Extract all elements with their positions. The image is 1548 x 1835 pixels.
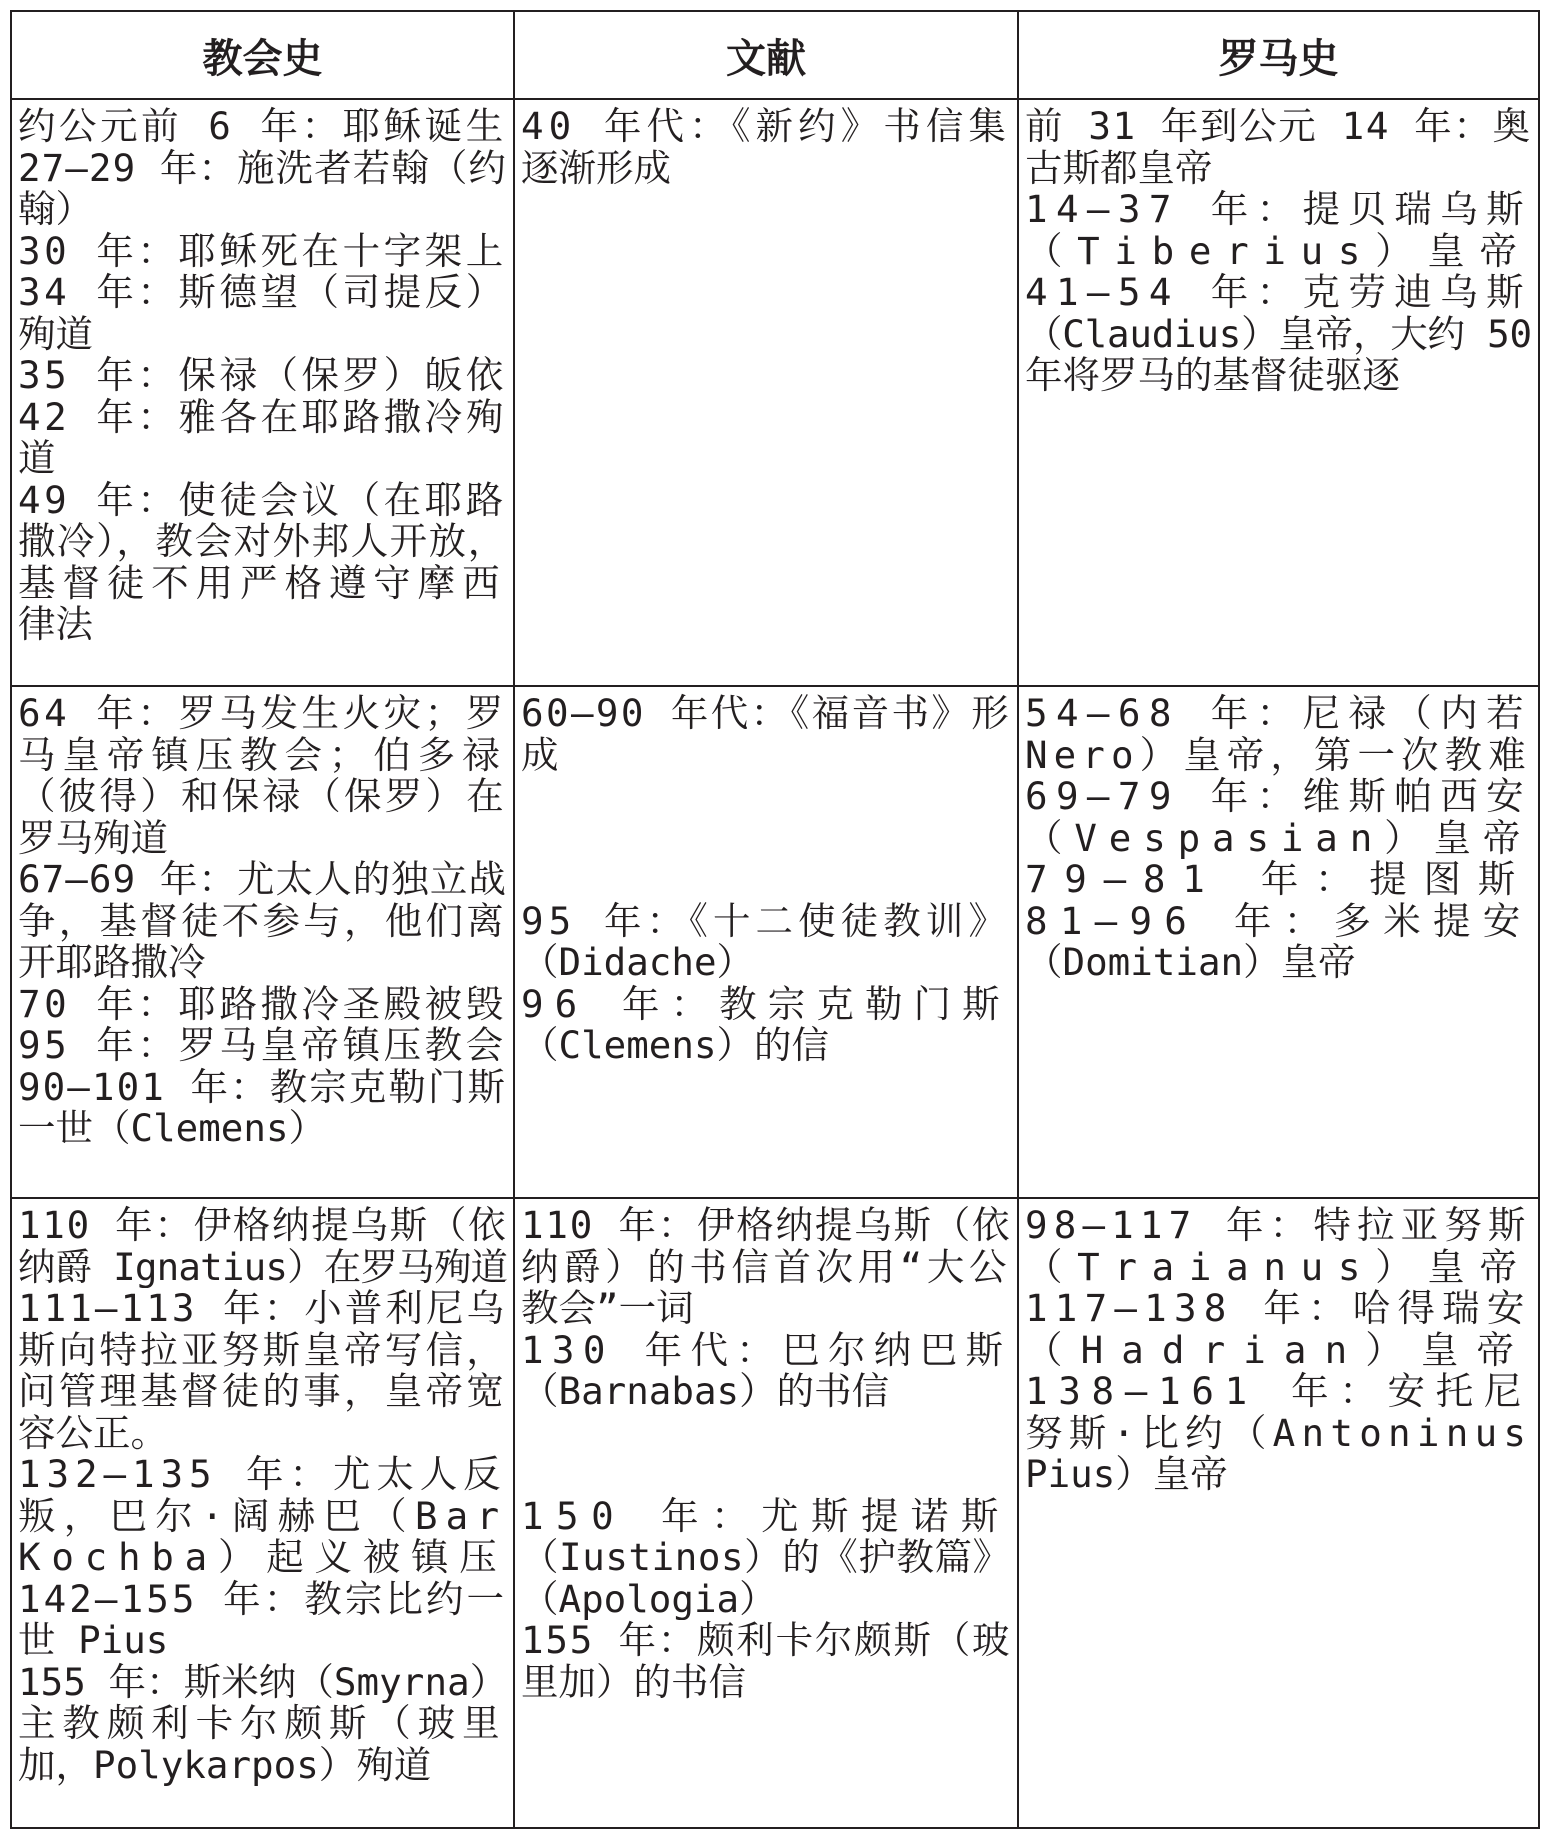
entry-line: （Hadrian）皇帝	[1025, 1329, 1533, 1371]
table-row	[11, 99, 1539, 686]
entry-line: （Apologia）	[521, 1578, 777, 1620]
entry-line: 130 年代：巴尔纳巴斯	[521, 1329, 1012, 1371]
header-roman-history: 罗马史	[1018, 11, 1539, 99]
entry-line: 110 年：伊格纳提乌斯（依	[18, 1205, 508, 1247]
entry-line: 基督徒不用严格遵守摩西	[18, 562, 507, 604]
entry-line: （Barnabas）的书信	[521, 1371, 890, 1413]
entry-line: 67–69 年：尤太人的独立战	[18, 859, 507, 901]
entry-line: 117–138 年：哈得瑞安	[1025, 1288, 1532, 1330]
entry-line: Pius）皇帝	[1025, 1454, 1228, 1496]
church-history-cell	[11, 99, 514, 686]
entry-line	[521, 1413, 1012, 1455]
entry-line: 斯向特拉亚努斯皇帝写信，	[18, 1329, 507, 1371]
entry-line: （Vespasian）皇帝	[1025, 817, 1533, 859]
entry-line: 150 年：尤斯提诺斯	[521, 1495, 1011, 1537]
entry-line	[521, 818, 1012, 860]
header-row	[11, 11, 1539, 99]
entry-line: 翰）	[18, 189, 93, 231]
entry-line: （Tiberius）皇帝	[1025, 230, 1532, 272]
entry-line: 古斯都皇帝	[1025, 147, 1213, 189]
entry-line: 41–54 年：克劳迪乌斯	[1025, 272, 1532, 314]
entry-line: 54–68 年：尼禄（内若	[1025, 693, 1532, 735]
entry-line: 马皇帝镇压教会；伯多禄	[18, 734, 507, 776]
entry-line: 罗马殉道	[18, 817, 168, 859]
entry-line: 主教颇利卡尔颇斯（玻里	[18, 1703, 507, 1745]
entry-line: 14–37 年：提贝瑞乌斯	[1025, 189, 1532, 231]
entry-line: 69–79 年：维斯帕西安	[1025, 776, 1532, 818]
entry-line: 81–96 年：多米提安	[1025, 900, 1533, 942]
literature-cell	[514, 1198, 1018, 1828]
entry-line: 98–117 年：特拉亚努斯	[1025, 1205, 1532, 1247]
entry-line: 容公正。	[18, 1412, 168, 1454]
entry-line: 争，基督徒不参与，他们离	[18, 900, 507, 942]
entry-line: 道	[18, 438, 56, 480]
entry-line: 30 年：耶稣死在十字架上	[18, 230, 507, 272]
entry-line: 64 年：罗马发生火灾；罗	[18, 693, 507, 735]
entry-line: 叛，巴尔·阔赫巴（Bar	[18, 1495, 508, 1537]
entry-line: Kochba）起义被镇压	[18, 1537, 508, 1579]
entry-line	[521, 776, 1012, 818]
entry-line: 96 年：教宗克勒门斯	[521, 983, 1011, 1025]
chronology-table	[10, 10, 1540, 1829]
entry-line: （Claudius）皇帝，大约 50	[1025, 313, 1532, 355]
entry-line: 纳爵 Ignatius）在罗马殉道	[18, 1246, 508, 1288]
entry-line: 开耶路撒冷	[18, 942, 206, 984]
table-row	[11, 686, 1539, 1198]
entry-line: （Clemens）的信	[521, 1025, 830, 1067]
entry-line: 142–155 年：教宗比约一	[18, 1578, 508, 1620]
entry-line: 加，Polykarpos）殉道	[18, 1744, 432, 1786]
entry-line: 教会”一词	[521, 1288, 694, 1330]
entry-line: 111–113 年：小普利尼乌	[18, 1288, 508, 1330]
entry-line: 一世（Clemens）	[18, 1108, 327, 1150]
entry-line: 79–81 年：提图斯	[1025, 859, 1532, 901]
roman-history-cell	[1018, 1198, 1539, 1828]
entry-line: 138–161 年：安托尼	[1025, 1371, 1533, 1413]
entry-line: 律法	[18, 604, 93, 646]
roman-history-cell	[1018, 99, 1539, 686]
table-row	[11, 1198, 1539, 1828]
entry-line: 世 Pius	[18, 1620, 169, 1662]
entry-line: 155 年：颇利卡尔颇斯（玻	[521, 1620, 1012, 1662]
entry-line: （Didache）	[521, 942, 755, 984]
entry-line: 约公元前 6 年：耶稣诞生	[18, 106, 507, 148]
entry-line: 纳爵）的书信首次用“大公	[521, 1246, 1012, 1288]
entry-line: 95 年：罗马皇帝镇压教会	[18, 1025, 507, 1067]
entry-line: 努斯·比约（Antoninus	[1025, 1412, 1533, 1454]
entry-line: 殉道	[18, 313, 93, 355]
entry-line: Nero）皇帝，第一次教难	[1025, 734, 1532, 776]
entry-line: 95 年：《十二使徒教训》	[521, 900, 1011, 942]
church-history-cell	[11, 1198, 514, 1828]
entry-line: 前 31 年到公元 14 年：奥	[1025, 106, 1532, 148]
entry-line: 35 年：保禄（保罗）皈依	[18, 355, 507, 397]
entry-line: 155 年：斯米纳（Smyrna）	[18, 1661, 508, 1703]
header-church-history: 教会史	[11, 11, 514, 99]
entry-line: 90–101 年：教宗克勒门斯	[18, 1066, 508, 1108]
entry-line: （彼得）和保禄（保罗）在	[18, 776, 507, 818]
entry-line: 110 年：伊格纳提乌斯（依	[521, 1205, 1012, 1247]
roman-history-cell	[1018, 686, 1539, 1198]
literature-cell	[514, 686, 1018, 1198]
entry-line: 40 年代：《新约》书信集	[521, 106, 1011, 148]
entry-line: 年将罗马的基督徒驱逐	[1025, 355, 1400, 397]
entry-line: 132–135 年：尤太人反	[18, 1454, 507, 1496]
entry-line: 27–29 年：施洗者若翰（约	[18, 147, 507, 189]
entry-line	[521, 859, 1012, 901]
entry-line: （Domitian）皇帝	[1025, 942, 1356, 984]
entry-line: 60–90 年代：《福音书》形	[521, 693, 1012, 735]
entry-line: 撒冷），教会对外邦人开放，	[18, 521, 507, 563]
entry-line: 49 年：使徒会议（在耶路	[18, 479, 507, 521]
literature-cell	[514, 99, 1018, 686]
header-literature: 文献	[514, 11, 1018, 99]
entry-line: 70 年：耶路撒冷圣殿被毁	[18, 983, 507, 1025]
church-history-cell	[11, 686, 514, 1198]
entry-line: 里加）的书信	[521, 1661, 746, 1703]
entry-line: （Traianus）皇帝	[1025, 1246, 1532, 1288]
entry-line	[521, 1454, 1012, 1496]
entry-line: 问管理基督徒的事，皇帝宽	[18, 1371, 507, 1413]
entry-line: 逐渐形成	[521, 147, 671, 189]
entry-line: （Iustinos）的《护教篇》	[521, 1537, 1011, 1579]
entry-line: 42 年：雅各在耶路撒冷殉	[18, 396, 507, 438]
entry-line: 成	[521, 734, 559, 776]
entry-line: 34 年：斯德望（司提反）	[18, 272, 507, 314]
